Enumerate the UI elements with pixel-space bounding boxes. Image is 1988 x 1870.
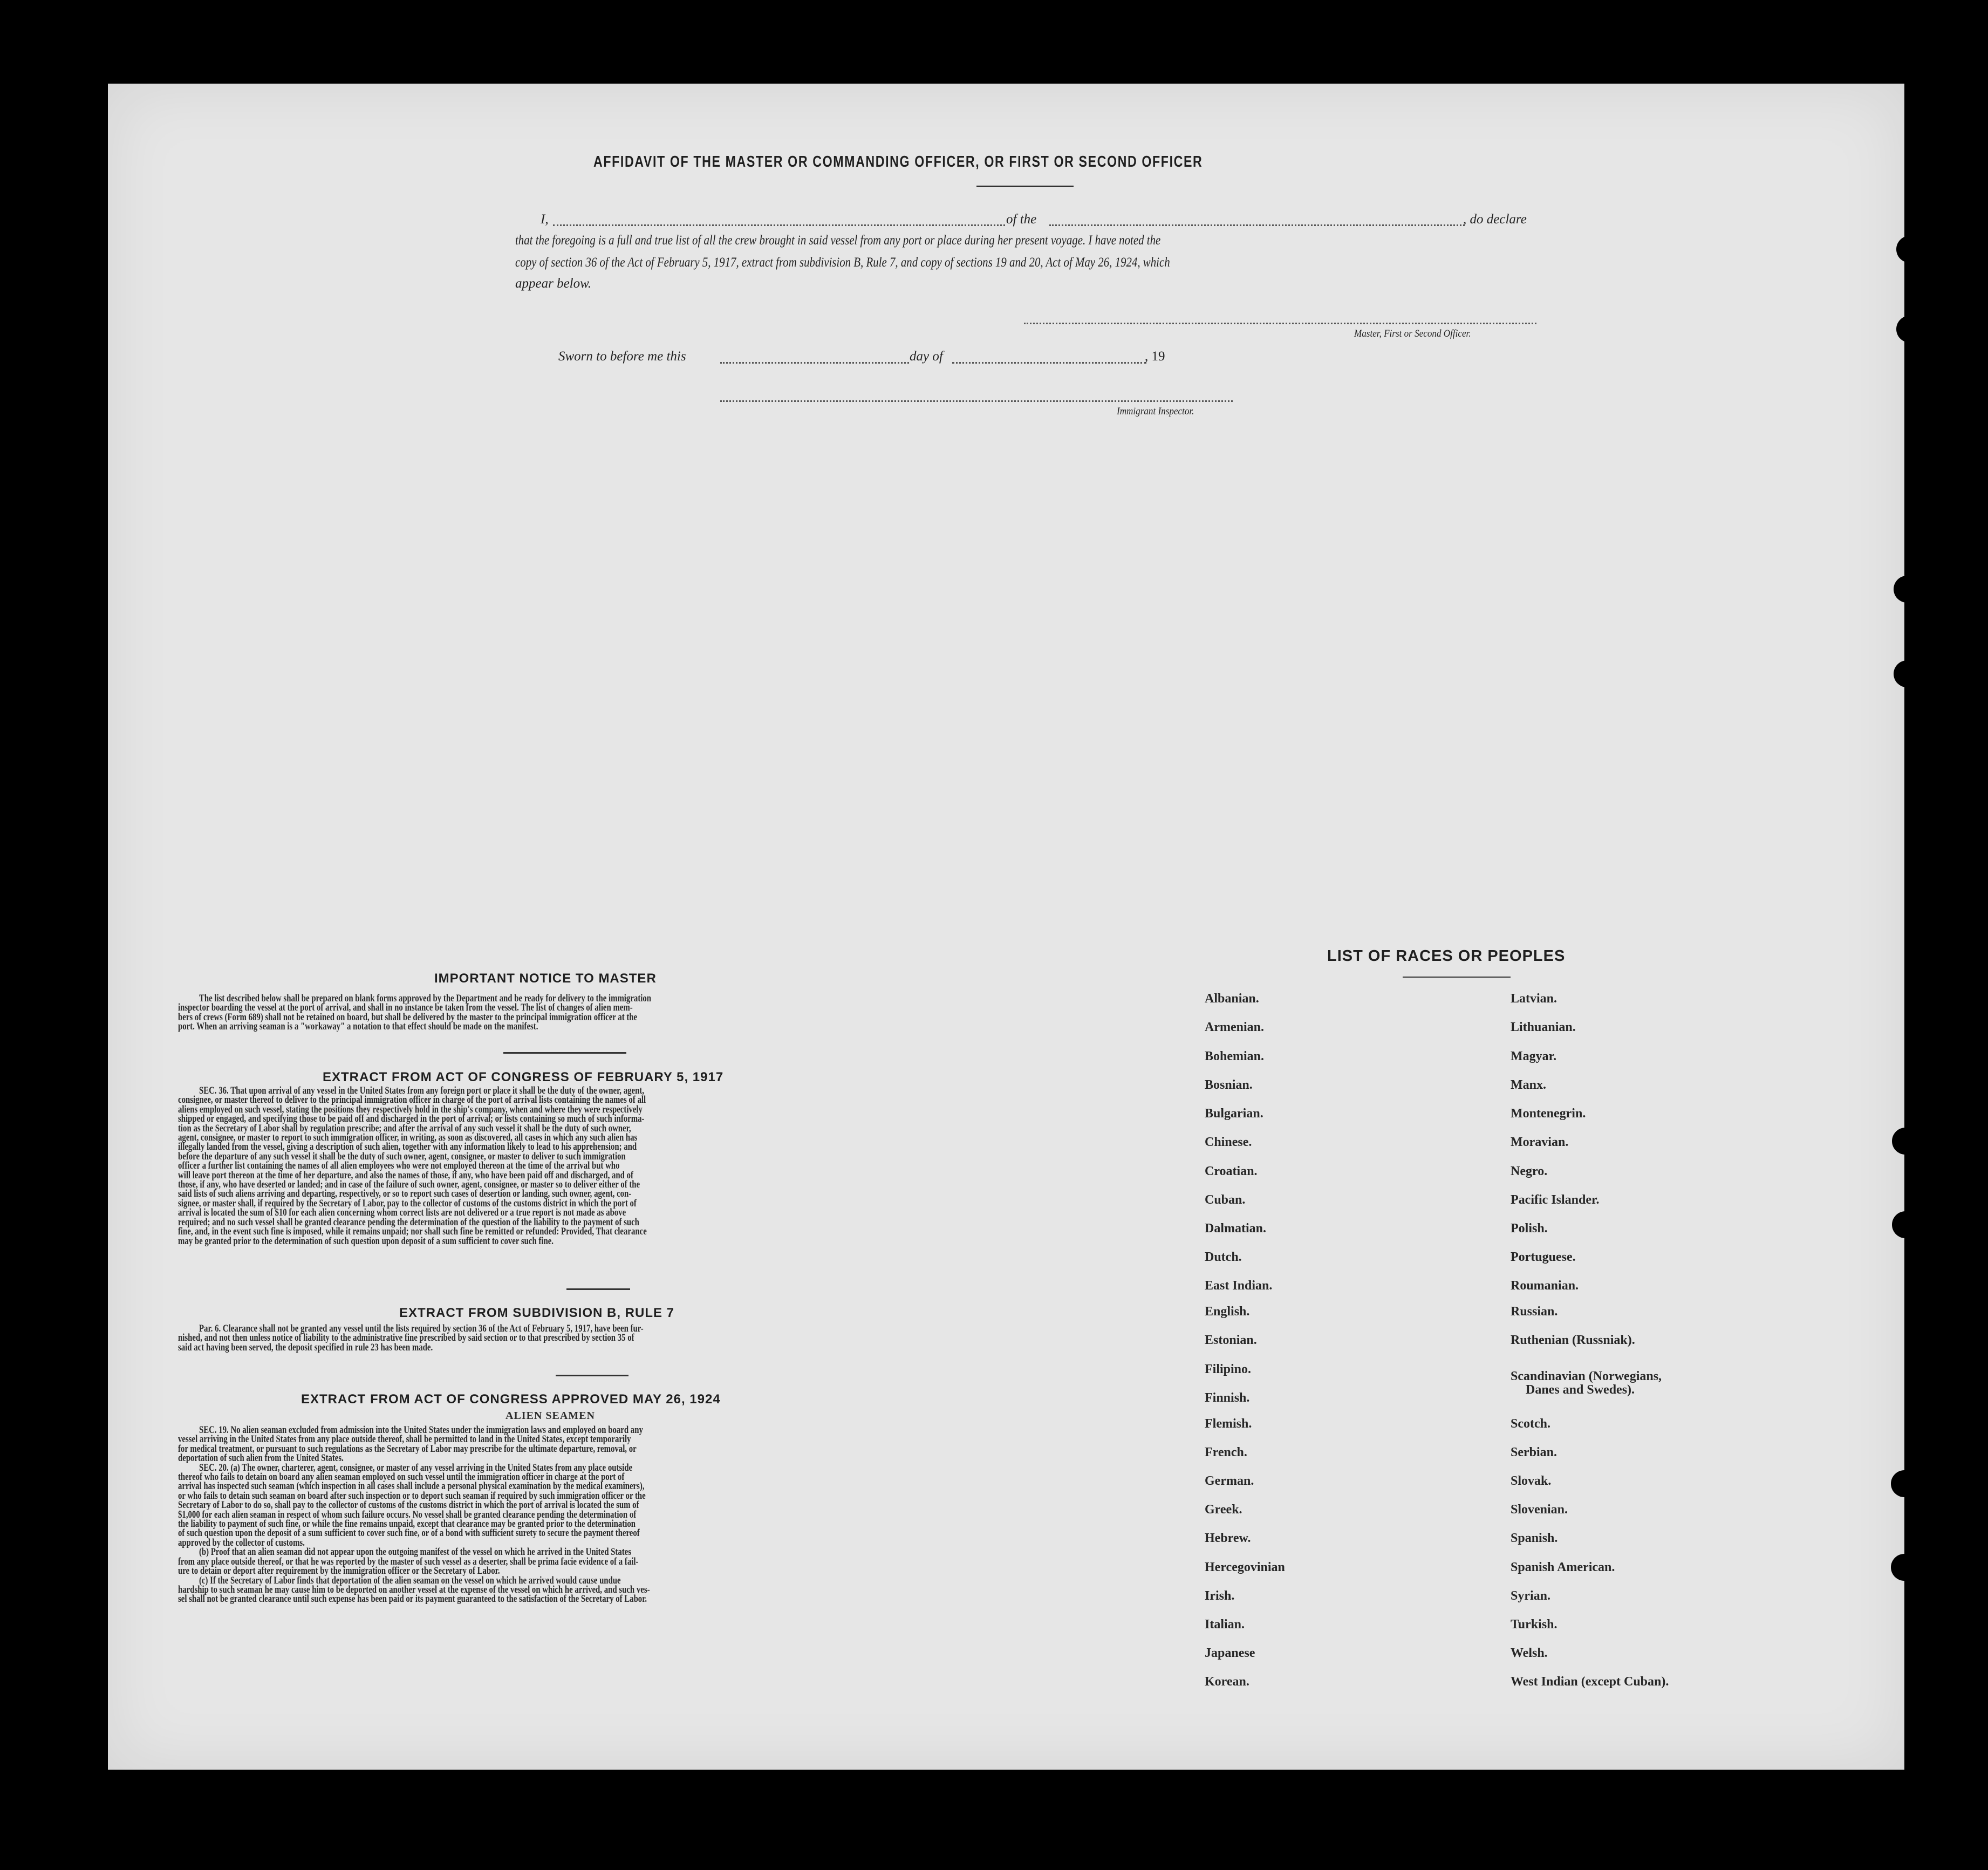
race-item: Spanish.	[1511, 1531, 1558, 1545]
master-signature-line[interactable]	[1024, 323, 1536, 324]
year-label: , 19	[1145, 349, 1165, 364]
section-rule	[556, 1375, 628, 1376]
inspector-signature-line[interactable]	[720, 400, 1233, 402]
race-item: Filipino.	[1205, 1362, 1252, 1376]
race-item: Latvian.	[1511, 992, 1557, 1006]
declaration-declare: , do declare	[1463, 212, 1527, 227]
race-item: Roumanian.	[1511, 1279, 1579, 1293]
race-item: Syrian.	[1511, 1589, 1551, 1603]
race-item: Bohemian.	[1205, 1049, 1265, 1063]
race-item: Albanian.	[1205, 992, 1259, 1006]
race-item: Lithuanian.	[1511, 1020, 1576, 1034]
race-item: Magyar.	[1511, 1049, 1557, 1063]
binder-hole	[1892, 1211, 1919, 1238]
act-1924-text: SEC. 19. No alien seaman excluded from admission into the United States under the immigration laws and employed on board any vessel arriving in the United States from any place outside thereof, shall be permitted to land in the United States, except temporarily for medical treatment, or pursuant to such regulations as the Secretary of Labor may prescribe for the ultimate departure, removal, or deportation of such alien from the United States. SEC. 20. (a) The owner, charterer, agent, consignee, or master of any vessel arriving in the United States from any place outside thereof who fails to detain on board any alien seaman employed on such vessel until the immigration officer in charge at the port of arrival has inspected such seaman (which inspection in all cases shall include a personal physical examination by the medical examiners), or who fails to detain such seaman on board after such inspection or to deport such seaman if required by such immigration officer or the Secretary of Labor to do so, shall pay to the collector of customs of the customs district in which the port of arrival is located the sum of $1,000 for each alien seaman in respect of whom such failure occurs. No vessel shall be granted clearance pending the determination of the liability to payment of such fine, or while the fine remains unpaid, except that clearance may be granted prior to the determination of such question upon the deposit of a sum sufficient to cover such fine, or of a bond with sufficient surety to secure the payment thereof approved by the collector of customs. (b) Proof that an alien seaman did not appear upon the outgoing manifest of the vessel on which he arrived in the United States from any place outside thereof, or that he was reported by the master of such vessel as a deserter, shall be prima facie evidence of a fail- ure to detain or deport after requirement by the immigration officer or the Secretary of Labor. (c) If the Secretary of Labor finds that deportation of the alien seaman on the vessel on which he arrived would cause undue hardship to such seaman he may cause him to be deported on another vessel at the expense of the vessel on which he arrived, and such ves- sel shall not be granted clearance until such expense has been paid or its payment guaranteed to the satisfaction of the Secretary of Labor.	[178, 1424, 650, 1605]
race-item: Ruthenian (Russniak).	[1511, 1333, 1635, 1347]
race-item: Russian.	[1511, 1305, 1558, 1319]
title-rule	[976, 186, 1074, 187]
declaration-i: I,	[541, 212, 549, 227]
race-item: Cuban.	[1205, 1193, 1246, 1207]
race-item: Spanish American.	[1511, 1560, 1615, 1574]
race-item: East Indian.	[1205, 1279, 1273, 1293]
binder-hole	[1894, 660, 1921, 687]
declaration-line2: that the foregoing is a full and true list of all the crew brought in said vessel from any port or place during her present voyage. I have noted the	[515, 233, 1161, 248]
binder-hole	[1896, 236, 1923, 263]
binder-hole	[1891, 1554, 1918, 1581]
race-item: Serbian.	[1511, 1445, 1557, 1459]
sworn-label: Sworn to before me this	[558, 349, 686, 364]
binder-hole	[1892, 1128, 1919, 1155]
race-item: Armenian.	[1205, 1020, 1264, 1034]
race-item: Slovak.	[1511, 1474, 1552, 1488]
race-item: Croatian.	[1205, 1164, 1258, 1178]
race-item: Negro.	[1511, 1164, 1548, 1178]
declaration-of: of the	[1006, 212, 1037, 227]
race-item: West Indian (except Cuban).	[1511, 1675, 1669, 1689]
race-item: German.	[1205, 1474, 1254, 1488]
race-item: Dalmatian.	[1205, 1221, 1266, 1236]
race-item: Hercegovinian	[1205, 1560, 1285, 1574]
declaration-line4: appear below.	[515, 276, 592, 291]
declaration-line3: copy of section 36 of the Act of February 5, 1917, extract from subdivision B, Rule 7, and copy of sections 19 and 20, Act of May 26, 1924, which	[515, 255, 1170, 270]
race-item: English.	[1205, 1305, 1250, 1319]
races-title: LIST OF RACES OR PEOPLES	[1327, 947, 1566, 965]
race-item: Bosnian.	[1205, 1078, 1253, 1092]
race-item: Turkish.	[1511, 1618, 1557, 1632]
race-item: Manx.	[1511, 1078, 1546, 1092]
sworn-date-blank[interactable]	[720, 362, 909, 364]
month-blank[interactable]	[952, 362, 1146, 364]
race-item: Flemish.	[1205, 1417, 1252, 1431]
race-item: Korean.	[1205, 1675, 1249, 1689]
act-1917-title: EXTRACT FROM ACT OF CONGRESS OF FEBRUARY 5, 1917	[323, 1070, 724, 1084]
race-item: Pacific Islander.	[1511, 1193, 1600, 1207]
race-item: Greek.	[1205, 1503, 1242, 1517]
race-item: Irish.	[1205, 1589, 1235, 1603]
act-1917-text: SEC. 36. That upon arrival of any vessel in the United States from any foreign port or place it shall be the duty of the owner, agent, consignee, or master thereof to deliver to the principal immigration officer in charge of the port of arrival lists containing the names of all aliens employed on such vessel, stating the positions they respectively hold in the ship's company, when and where they were respectively shipped or engaged, and specifying those to be paid off and discharged in the port of arrival; or lists containing so much of such informa- tion as the Secretary of Labor shall by regulation prescribe; and after the arrival of any such vessel it shall be the duty of such owner, agent, consignee, or master to report to such immigration officer, in writing, as soon as discovered, all cases in which any such alien has illegally landed from the vessel, giving a description of such alien, together with any information likely to lead to his apprehension; and before the departure of any such vessel it shall be the duty of such owner, agent, consignee, or master to deliver to such immigration officer a further list containing the names of all alien employees who were not employed thereon at the time of the arrival but who will leave port thereon at the time of her departure, and also the names of those, if any, who have been paid off and discharged, and of those, if any, who have deserted or landed; and in case of the failure of such owner, agent, consignee, or master so to deliver either of the said lists of such aliens arriving and departing, respectively, or so to report such cases of desertion or landing, such owner, agent, con- signee, or master shall, if required by the Secretary of Labor, pay to the collector of customs of the customs district in which the port of arrival is located the sum of $10 for each alien concerning whom correct lists are not delivered or a true report is not made as above required; and no such vessel shall be granted clearance pending the determination of the question of the liability to the payment of such fine, and, in the event such fine is imposed, while it remains unpaid; nor shall such fine be remitted or refunded: Provided, That clearance may be granted prior to the determination of such question upon deposit of a sum sufficient to cover such fine.	[178, 1085, 647, 1247]
race-item: Montenegrin.	[1511, 1107, 1586, 1121]
binder-hole	[1896, 316, 1923, 343]
section-rule	[503, 1052, 626, 1054]
race-item: Moravian.	[1511, 1135, 1569, 1149]
vessel-blank[interactable]	[1049, 224, 1465, 226]
act-1924-subtitle: ALIEN SEAMEN	[505, 1410, 595, 1422]
inspector-signature-label: Immigrant Inspector.	[1117, 406, 1194, 417]
race-item: Slovenian.	[1511, 1503, 1568, 1517]
race-item: Italian.	[1205, 1618, 1245, 1632]
race-item: Estonian.	[1205, 1333, 1257, 1347]
race-item: Chinese.	[1205, 1135, 1252, 1149]
race-item: Polish.	[1511, 1221, 1548, 1236]
notice-text: The list described below shall be prepared on blank forms approved by the Department and be ready for delivery to the immigration inspector boarding the vessel at the port of arrival, and shall in no instance be taken from the vessel. The list of changes of alien mem- bers of crews (Form 689) shall not be retained on board, but shall be delivered by the master to the principal immigration officer at the port. When an arriving seaman is a "workaway" a notation to that effect should be made on the manifest.	[178, 993, 652, 1033]
binder-hole	[1891, 1470, 1918, 1497]
binder-hole	[1894, 576, 1921, 603]
name-blank[interactable]	[553, 224, 1005, 226]
race-item: Scotch.	[1511, 1417, 1550, 1431]
act-1924-title: EXTRACT FROM ACT OF CONGRESS APPROVED MAY 26, 1924	[301, 1392, 721, 1407]
rule-7-title: EXTRACT FROM SUBDIVISION B, RULE 7	[399, 1306, 675, 1320]
race-item: French.	[1205, 1445, 1247, 1459]
race-item: Dutch.	[1205, 1250, 1242, 1264]
race-item: Hebrew.	[1205, 1531, 1251, 1545]
race-item: Japanese	[1205, 1646, 1255, 1660]
races-rule	[1403, 977, 1511, 978]
notice-title: IMPORTANT NOTICE TO MASTER	[434, 971, 657, 986]
race-item: Danes and Swedes).	[1526, 1383, 1635, 1397]
day-of-label: day of	[910, 349, 943, 364]
race-item: Finnish.	[1205, 1391, 1250, 1405]
race-item: Scandinavian (Norwegians,	[1511, 1369, 1662, 1383]
master-signature-label: Master, First or Second Officer.	[1354, 328, 1471, 339]
affidavit-title: AFFIDAVIT OF THE MASTER OR COMMANDING OFFICER, OR FIRST OR SECOND OFFICER	[593, 153, 1203, 170]
race-item: Welsh.	[1511, 1646, 1548, 1660]
race-item: Bulgarian.	[1205, 1107, 1263, 1121]
rule-7-text: Par. 6. Clearance shall not be granted any vessel until the lists required by section 36 of the Act of February 5, 1917, have been fur- nished, and not then unless notice of liability to the administrative fine prescribed by said section or to that prescribed by section 35 of said act having been served, the deposit specified in rule 23 has been made.	[178, 1323, 644, 1353]
section-rule	[566, 1288, 630, 1290]
race-item: Portuguese.	[1511, 1250, 1576, 1264]
